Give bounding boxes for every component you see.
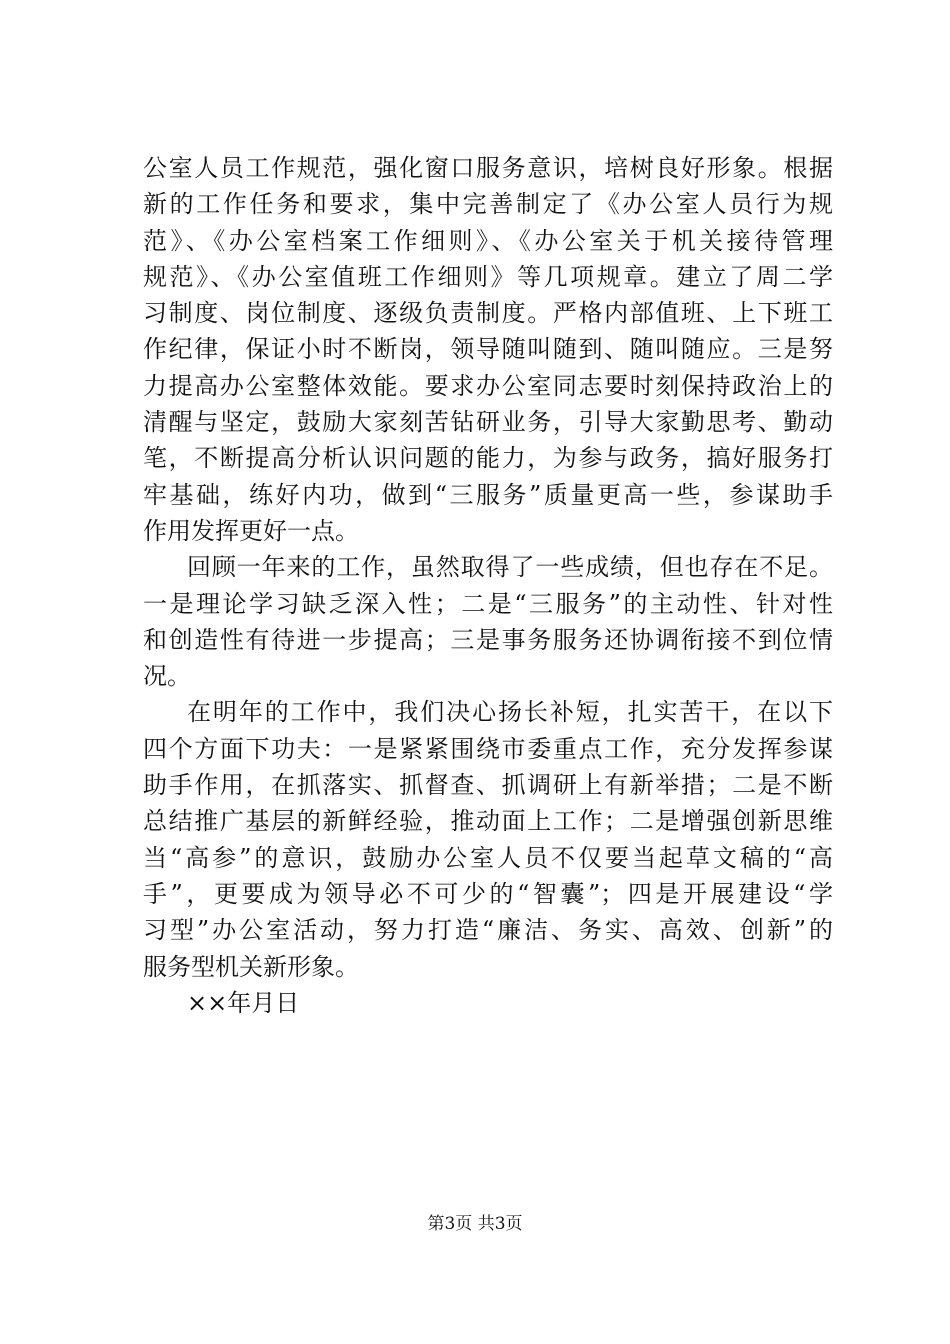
text-line: 习型”办公室活动，努力打造“廉洁、务实、高效、创新”的 (143, 916, 833, 945)
paragraph (143, 985, 833, 1021)
text-line: 手”，更要成为领导必不可少的“智囊”；四是开展建设“学 (143, 879, 833, 908)
text-line: 服务型机关新形象。 (143, 952, 359, 981)
text-line: ××年月日 (187, 988, 300, 1017)
text-line: 一是理论学习缺乏深入性；二是“三服务”的主动性、针对性 (143, 589, 833, 618)
paragraph (143, 694, 833, 984)
text-line: 作用发挥更好一点。 (143, 516, 359, 545)
text-line: 公室人员工作规范，强化窗口服务意识，培树良好形象。根据 (143, 154, 833, 182)
text-line: 习制度、岗位制度、逐级负责制度。严格内部值班、上下班工 (143, 299, 833, 328)
text-line: 笔，不断提高分析认识问题的能力，为参与政务，搞好服务打 (143, 444, 833, 473)
text-line: 规范》、《办公室值班工作细则》等几项规章。建立了周二学 (143, 262, 833, 291)
text-line: 在明年的工作中，我们决心扬长补短，扎实苦干，在以下 (187, 698, 833, 727)
text-line: 范》、《办公室档案工作细则》、《办公室关于机关接待管理 (143, 226, 833, 255)
document-body (143, 150, 833, 1021)
text-line: 总结推广基层的新鲜经验，推动面上工作；二是增强创新思维 (143, 807, 833, 836)
text-line: 助手作用，在抓落实、抓督查、抓调研上有新举措；二是不断 (143, 771, 833, 800)
text-line: 作纪律，保证小时不断岗，领导随叫随到、随叫随应。三是努 (143, 335, 833, 364)
text-line: 和创造性有待进一步提高；三是事务服务还协调衔接不到位情 (143, 625, 833, 654)
text-line: 牢基础，练好内功，做到“三服务”质量更高一些，参谋助手 (143, 480, 833, 509)
text-line: 四个方面下功夫：一是紧紧围绕市委重点工作，充分发挥参谋 (143, 734, 833, 763)
text-line: 况。 (143, 662, 191, 691)
text-line: 当“高参”的意识，鼓励办公室人员不仅要当起草文稿的“高 (143, 843, 833, 872)
text-line: 新的工作任务和要求，集中完善制定了《办公室人员行为规 (143, 190, 833, 219)
paragraph (143, 150, 833, 549)
paragraph (143, 549, 833, 694)
page-footer: 第3页 共3页 (427, 1214, 523, 1234)
text-line: 回顾一年来的工作，虽然取得了一些成绩，但也存在不足。 (187, 553, 833, 582)
text-line: 力提高办公室整体效能。要求办公室同志要时刻保持政治上的 (143, 371, 833, 400)
text-line: 清醒与坚定，鼓励大家刻苦钻研业务，引导大家勤思考、勤动 (143, 408, 833, 437)
